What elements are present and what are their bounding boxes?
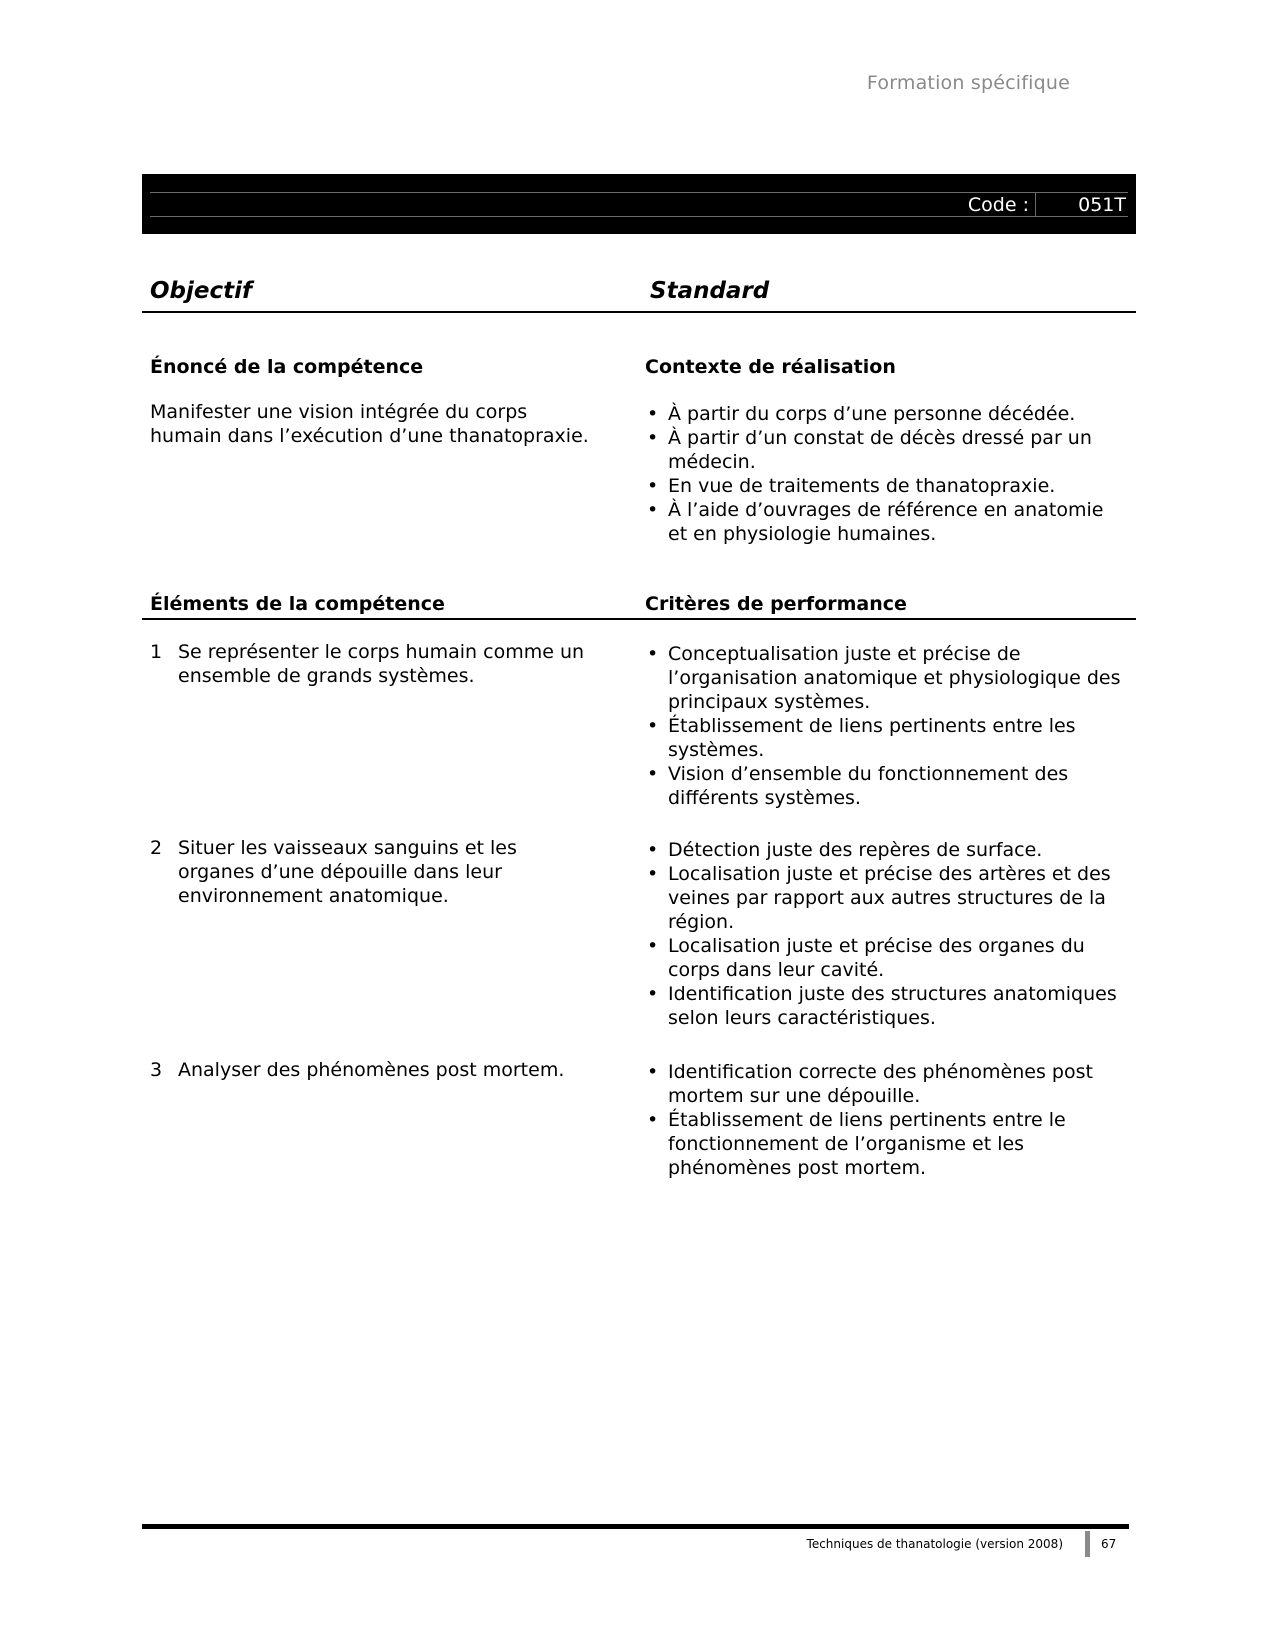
elements-heading: Éléments de la compétence: [150, 593, 445, 615]
footer-rule: [142, 1524, 1129, 1529]
standard-column-heading: Standard: [650, 278, 770, 304]
criteria-item: • Identification correcte des phénomènes post mortem sur une dépouille.: [645, 1060, 1125, 1108]
code-value: 051T: [1078, 194, 1126, 216]
running-head: Formation spécifique: [866, 72, 1070, 94]
column-heading-rule: [142, 311, 1136, 313]
footer-title: Techniques de thanatologie (version 2008): [806, 1537, 1063, 1551]
page-number: 67: [1101, 1537, 1117, 1551]
context-item: • À l’aide d’ouvrages de référence en anatomie et en physiologie humaines.: [645, 498, 1125, 546]
objective-column-heading: Objectif: [150, 278, 253, 304]
context-heading: Contexte de réalisation: [645, 356, 896, 378]
competence-element-1: [150, 640, 590, 688]
criteria-item: • Établissement de liens pertinents entre les systèmes.: [645, 714, 1125, 762]
context-item: • À partir du corps d’une personne décédée.: [645, 402, 1125, 426]
context-item: • En vue de traitements de thanatopraxie.: [645, 474, 1125, 498]
criteria-list-1: [645, 642, 1125, 810]
criteria-item: • Détection juste des repères de surface.: [645, 838, 1125, 862]
criteria-list-3: [645, 1060, 1125, 1180]
element-number: 3: [150, 1059, 163, 1081]
criteria-item: • Localisation juste et précise des artères et des veines par rapport aux autres structures de la région.: [645, 862, 1125, 934]
element-text: Analyser des phénomènes post mortem.: [178, 1059, 565, 1081]
competence-element-2: [150, 836, 590, 908]
criteria-item: • Établissement de liens pertinents entre le fonctionnement de l’organisme et les phénomènes post mortem.: [645, 1108, 1125, 1180]
competence-statement-text: Manifester une vision intégrée du corps humain dans l’exécution d’une thanatopraxie.: [150, 401, 589, 447]
code-label: Code :: [962, 193, 1036, 217]
context-list: [645, 402, 1125, 546]
footer-separator: [1085, 1531, 1090, 1557]
element-text: Situer les vaisseaux sanguins et les organes d’une dépouille dans leur environnement anatomique.: [178, 837, 517, 907]
criteria-list-2: [645, 838, 1125, 1030]
element-text: Se représenter le corps humain comme un ensemble de grands systèmes.: [178, 641, 585, 687]
code-band: [142, 174, 1136, 234]
element-number: 2: [150, 837, 163, 859]
criteria-heading: Critères de performance: [645, 593, 907, 615]
criteria-item: • Localisation juste et précise des organes du corps dans leur cavité.: [645, 934, 1125, 982]
criteria-item: • Identification juste des structures anatomiques selon leurs caractéristiques.: [645, 982, 1125, 1030]
element-number: 1: [150, 641, 163, 663]
criteria-item: • Vision d’ensemble du fonctionnement des différents systèmes.: [645, 762, 1125, 810]
competence-element-3: [150, 1058, 590, 1082]
context-item: • À partir d’un constat de décès dressé par un médecin.: [645, 426, 1125, 474]
criteria-item: • Conceptualisation juste et précise de l’organisation anatomique et physiologique des principaux systèmes.: [645, 642, 1125, 714]
competence-statement-heading: Énoncé de la compétence: [150, 356, 424, 378]
elements-heading-rule: [142, 618, 1136, 620]
